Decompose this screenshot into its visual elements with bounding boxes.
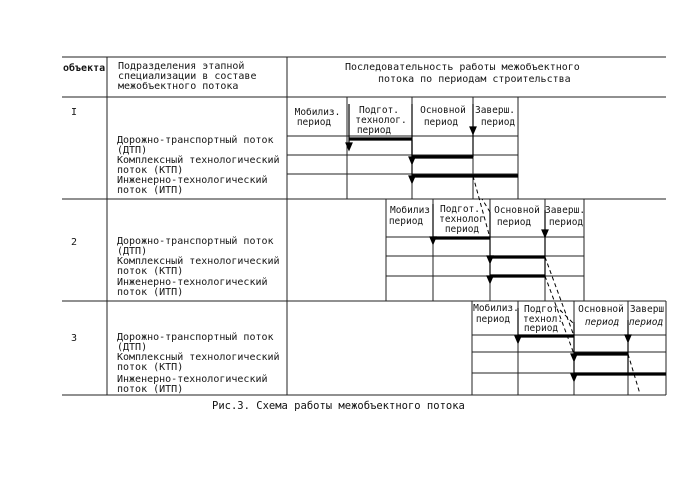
phase-mobilization-label-3a: Мобилиз. <box>473 303 519 314</box>
stream-dtp-abbr-3: (ДТП) <box>117 342 148 353</box>
stream-dtp-2: Дорожно-транспортный поток <box>117 236 274 247</box>
figure-caption: Рис.3. Схема работы межобъектного потока <box>212 400 465 412</box>
phase-mobilization-label-2a: Мобилиз <box>389 205 431 216</box>
header-sequence-line-1: Последовательность работы межобъектного <box>345 62 580 73</box>
phase-preparation-label-1b: технолог. <box>355 115 407 126</box>
phase-main-label-3b: период <box>584 317 620 328</box>
stream-itp-1: Инженерно-технологический <box>117 175 268 186</box>
header-sequence-line-2: потока по периодам строительства <box>378 74 571 85</box>
phase-main-label-3a: Основной <box>578 304 624 315</box>
stream-ktp-3: Комплексный технологический <box>117 352 280 363</box>
phase-final-label-2b: период <box>548 217 584 228</box>
stream-dtp-abbr-1: (ДТП) <box>117 145 148 156</box>
phase-final-label-1a: Заверш. <box>474 105 516 116</box>
header-object-column: объекта <box>63 63 106 74</box>
object-number-1: I <box>71 107 78 118</box>
header-divisions-line-2: специализации в составе <box>118 71 257 82</box>
phase-preparation-label-3a: Подгот. <box>523 304 565 315</box>
phase-preparation-label-2b: технолог <box>439 214 485 225</box>
stream-itp-2: Инженерно-технологический <box>117 277 268 288</box>
phase-preparation-label-2a: Подгот. <box>439 204 481 215</box>
phase-mobilization-label-2b: период <box>388 216 424 227</box>
stream-itp-3: Инженерно-технологический <box>117 374 268 385</box>
phase-final-label-1b: период <box>480 117 516 128</box>
phase-preparation-label-3b: технол. <box>522 314 564 325</box>
stream-dtp-3: Дорожно-транспортный поток <box>117 332 274 343</box>
header-divisions-line-3: межобъектного потока <box>118 81 239 92</box>
stream-ktp-abbr-2: поток (КТП) <box>117 266 184 277</box>
phase-preparation-label-1a: Подгот. <box>358 105 400 116</box>
stream-dtp-abbr-2: (ДТП) <box>117 246 148 257</box>
stream-itp-abbr-3: поток (ИТП) <box>117 384 184 395</box>
phase-mobilization-label-3b: период <box>475 314 511 325</box>
phase-preparation-label-1c: период <box>356 125 392 136</box>
phase-preparation-label-3c: период <box>523 323 559 334</box>
phase-mobilization-label-1a: Мобилиз. <box>294 107 341 118</box>
stream-ktp-abbr-3: поток (КТП) <box>117 362 184 373</box>
phase-mobilization-label-1b: период <box>296 117 332 128</box>
stream-ktp-2: Комплексный технологический <box>117 256 280 267</box>
phase-main-label-2b: период <box>496 217 532 228</box>
phase-final-label-3a: Заверш <box>629 304 665 315</box>
stream-ktp-1: Комплексный технологический <box>117 155 280 166</box>
phase-main-label-2a: Основной <box>494 205 540 216</box>
phase-final-label-2a: Заверш. <box>545 205 586 216</box>
phase-main-label-1b: период <box>423 117 459 128</box>
stream-itp-abbr-2: поток (ИТП) <box>117 287 184 298</box>
object-number-3: 3 <box>71 333 78 344</box>
header-divisions-line-1: Подразделения этапной <box>118 61 245 72</box>
phase-main-label-1a: Основной <box>420 105 466 116</box>
stream-dtp-1: Дорожно-транспортный поток <box>117 135 274 146</box>
phase-final-label-3b: период <box>628 317 664 328</box>
stream-ktp-abbr-1: поток (КТП) <box>117 165 184 176</box>
phase-preparation-label-2c: период <box>444 224 480 235</box>
object-number-2: 2 <box>71 237 78 248</box>
stream-itp-abbr-1: поток (ИТП) <box>117 185 184 196</box>
